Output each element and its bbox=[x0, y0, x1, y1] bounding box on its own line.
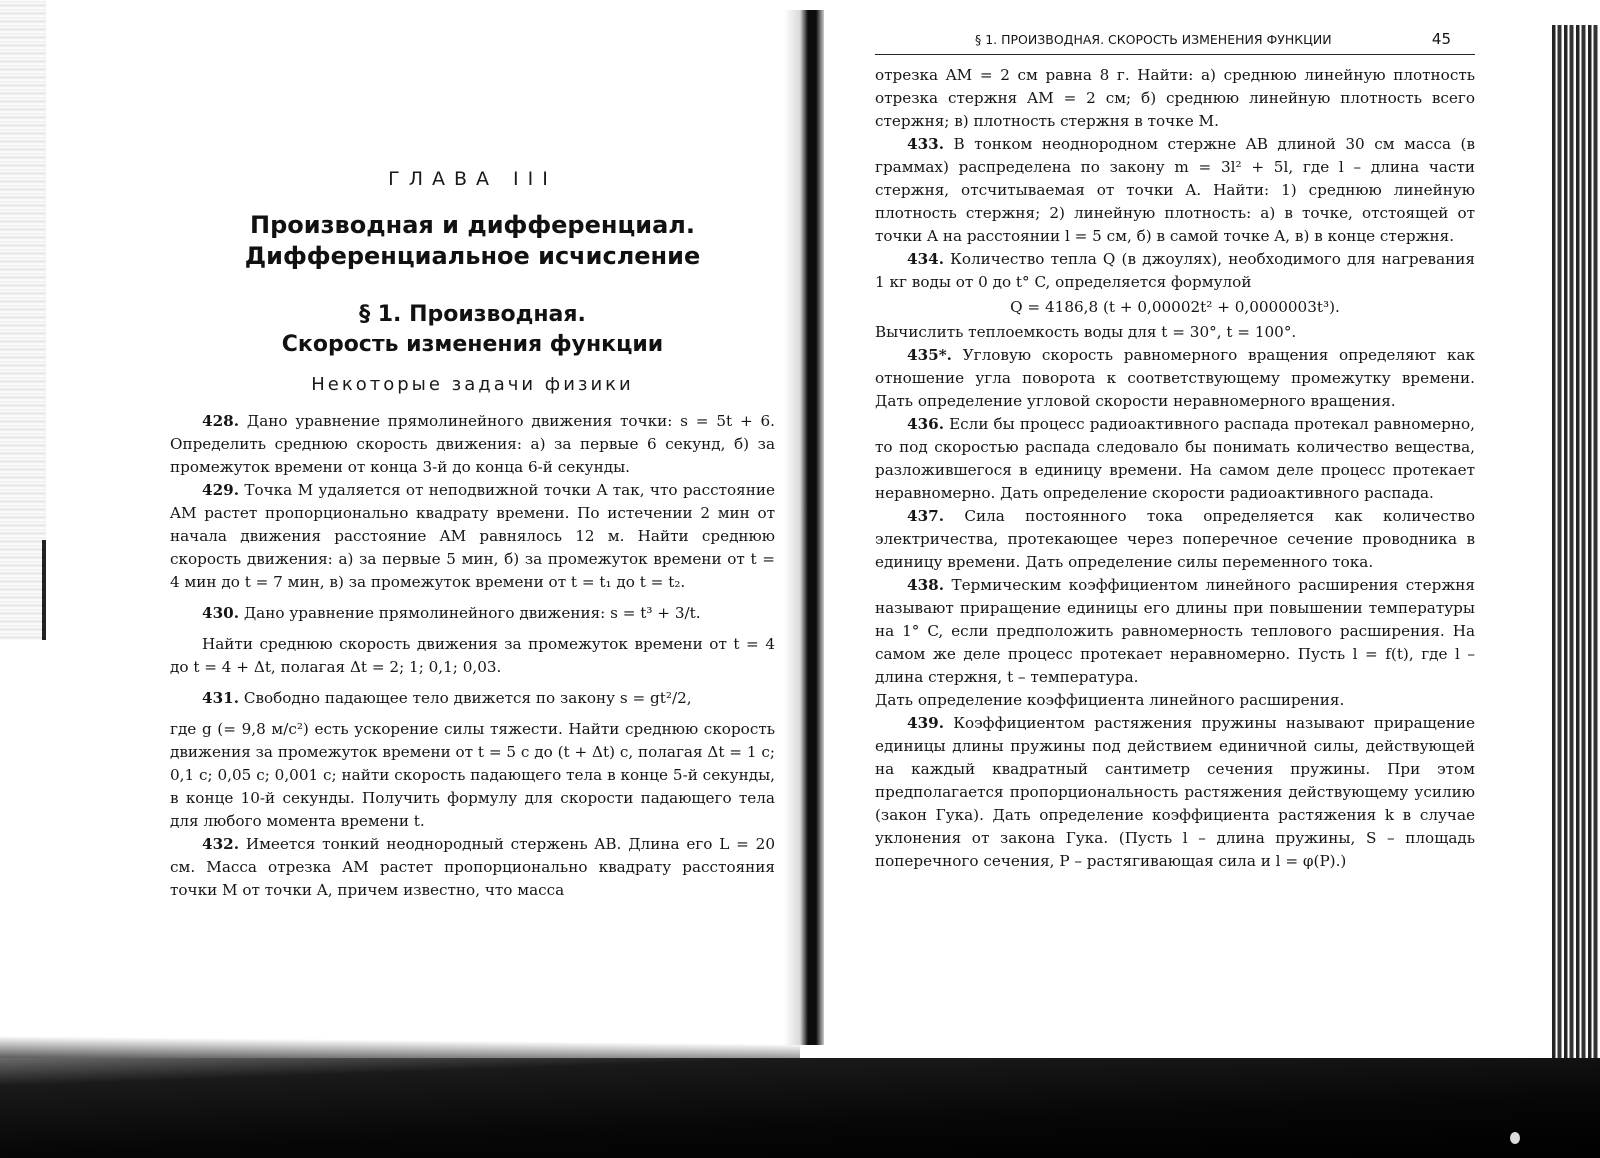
scan-speck bbox=[1510, 1132, 1520, 1144]
chapter-title-line-1: Производная и дифференциал. bbox=[250, 211, 695, 239]
problem-number: 431. bbox=[202, 689, 239, 707]
problem-434-continuation bbox=[875, 321, 1475, 344]
problem-text: Если бы процесс радиоактивного распада протекал равномерно, то под скоростью распада следовало бы понимать количество вещества, разложившегося в единицу времени. На самом деле процесс протекает неравномерно. Дать определение скорости радиоактивного распада. bbox=[875, 415, 1475, 502]
problem-text: где g (= 9,8 м/с²) есть ускорение силы тяжести. Найти среднюю скорость движения за промежуток времени от t = 5 с до (t + Δt) с, полагая Δt = 1 с; 0,1 с; 0,05 с; 0,001 с; найти скорость падающего тела в конце 5-й секунды, в конце 10-й секунды. Получить формулу для скорости падающего тела для любого момента времени t. bbox=[170, 720, 775, 830]
section-title-line-2: Скорость изменения функции bbox=[281, 332, 664, 357]
problem-436 bbox=[875, 413, 1475, 505]
problem-number: 433. bbox=[907, 135, 944, 153]
right-page-body bbox=[875, 64, 1475, 873]
problem-number: 435*. bbox=[907, 346, 952, 364]
page-header bbox=[875, 28, 1475, 55]
chapter-title-line-2: Дифференциальное исчисление bbox=[244, 242, 701, 270]
problem-text: Найти среднюю скорость движения за промежуток времени от t = 4 до t = 4 + Δt, полагая Δt = 2; 1; 0,1; 0,03. bbox=[170, 635, 775, 676]
formula-434: Q = 4186,8 (t + 0,00002t² + 0,0000003t³). bbox=[1010, 298, 1340, 316]
problem-434 bbox=[875, 248, 1475, 294]
problem-text: В тонком неоднородном стержне AB длиной 30 см масса (в граммах) распределена по закону m = 3l² + 5l, где l – длина части стержня, отсчитываемая от точки A. Найти: 1) среднюю линейную плотность стержня; 2) линейную плотность: а) в точке, отстоящей от точки A на расстоянии l = 5 см, б) в самой точке A, в) в конце стержня. bbox=[875, 135, 1475, 245]
problem-431-continuation bbox=[170, 718, 775, 833]
problem-435 bbox=[875, 344, 1475, 413]
problem-number: 432. bbox=[202, 835, 239, 853]
problem-text: Дано уравнение прямолинейного движения: s = t³ + 3/t. bbox=[243, 604, 701, 622]
problem-439 bbox=[875, 712, 1475, 873]
problem-number: 428. bbox=[202, 412, 239, 430]
problem-text: Свободно падающее тело движется по закону s = gt²/2, bbox=[243, 689, 692, 707]
problem-438 bbox=[875, 574, 1475, 689]
page-number: 45 bbox=[1431, 30, 1451, 48]
problem-number: 438. bbox=[907, 576, 944, 594]
problem-text: Вычислить теплоемкость воды для t = 30°, t = 100°. bbox=[875, 323, 1297, 341]
problem-438-continuation bbox=[875, 689, 1475, 712]
problem-text: Термическим коэффициентом линейного расширения стержня называют приращение единицы его длины при повышении температуры на 1° C, если предположить равномерность теплового расширения. На самом же деле процесс протекает неравномерно. Пусть l = f(t), где l – длина стержня, t – температура. bbox=[875, 576, 1476, 686]
scan-edge-noise-left bbox=[0, 0, 46, 640]
problem-432-continuation: отрезка AM = 2 см равна 8 г. Найти: а) среднюю линейную плотность отрезка стержня AM = 2 см; б) среднюю линейную плотность всего стержня; в) плотность стержня в точке M. bbox=[875, 66, 1475, 130]
problem-text: Угловую скорость равномерного вращения определяют как отношение угла поворота к соответствующему промежутку времени. Дать определение угловой скорости неравномерного вращения. bbox=[875, 346, 1475, 410]
chapter-title bbox=[170, 210, 775, 272]
running-head: § 1. ПРОИЗВОДНАЯ. СКОРОСТЬ ИЗМЕНЕНИЯ ФУНКЦИИ bbox=[975, 32, 1332, 47]
chapter-label: ГЛАВА III bbox=[388, 168, 557, 190]
left-page-body bbox=[170, 410, 775, 902]
problem-number: 429. bbox=[202, 481, 239, 499]
problem-text: Дано уравнение прямолинейного движения точки: s = 5t + 6. Определить среднюю скорость движения: а) за первые 6 секунд, б) за промежуток времени от конца 3-й до конца 6-й секунды. bbox=[170, 412, 776, 476]
problem-number: 436. bbox=[907, 415, 944, 433]
problem-text: Сила постоянного тока определяется как количество электричества, протекающее через поперечное сечение проводника в единицу времени. Дать определение силы переменного тока. bbox=[875, 507, 1475, 571]
section-title bbox=[170, 300, 775, 360]
problem-431 bbox=[170, 687, 775, 710]
section-title-line-1: § 1. Производная. bbox=[359, 302, 586, 327]
problem-430-continuation bbox=[170, 633, 775, 679]
problem-text: Дать определение коэффициента линейного расширения. bbox=[875, 691, 1345, 709]
problem-number: 430. bbox=[202, 604, 239, 622]
problem-433 bbox=[875, 133, 1475, 248]
scan-edge-noise-right bbox=[1552, 25, 1600, 1065]
problem-430 bbox=[170, 602, 775, 625]
scan-bottom-band bbox=[0, 1058, 1600, 1158]
subsection-title: Некоторые задачи физики bbox=[311, 374, 634, 395]
problem-437 bbox=[875, 505, 1475, 574]
scan-edge-mark bbox=[42, 540, 46, 640]
problem-text: Имеется тонкий неоднородный стержень AB. Длина его L = 20 см. Масса отрезка AM растет пропорционально квадрату расстояния точки M от точки A, причем известно, что масса bbox=[170, 835, 776, 899]
problem-432 bbox=[170, 833, 775, 902]
problem-number: 439. bbox=[907, 714, 944, 732]
problem-text: Точка M удаляется от неподвижной точки A так, что расстояние AM растет пропорционально квадрату времени. По истечении 2 мин от начала движения расстояние AM равнялось 12 м. Найти среднюю скорость движения: а) за первые 5 мин, б) за промежуток времени от t = 4 мин до t = 7 мин, в) за промежуток времени от t = t₁ до t = t₂. bbox=[170, 481, 775, 591]
problem-429 bbox=[170, 479, 775, 594]
problem-text: Коэффициентом растяжения пружины называют приращение единицы длины пружины под действием единичной силы, действующей на каждый квадратный сантиметр сечения пружины. При этом предполагается пропорциональность растяжения действующему усилию (закон Гука). Дать определение коэффициента растяжения k в случае уклонения от закона Гука. (Пусть l – длина пружины, S – площадь поперечного сечения, P – растягивающая сила и l = φ(P).) bbox=[875, 714, 1476, 870]
problem-number: 437. bbox=[907, 507, 944, 525]
book-gutter bbox=[784, 10, 824, 1045]
problem-428 bbox=[170, 410, 775, 479]
problem-text: Количество тепла Q (в джоулях), необходимого для нагревания 1 кг воды от 0 до t° C, определяется формулой bbox=[875, 250, 1475, 291]
problem-number: 434. bbox=[907, 250, 944, 268]
